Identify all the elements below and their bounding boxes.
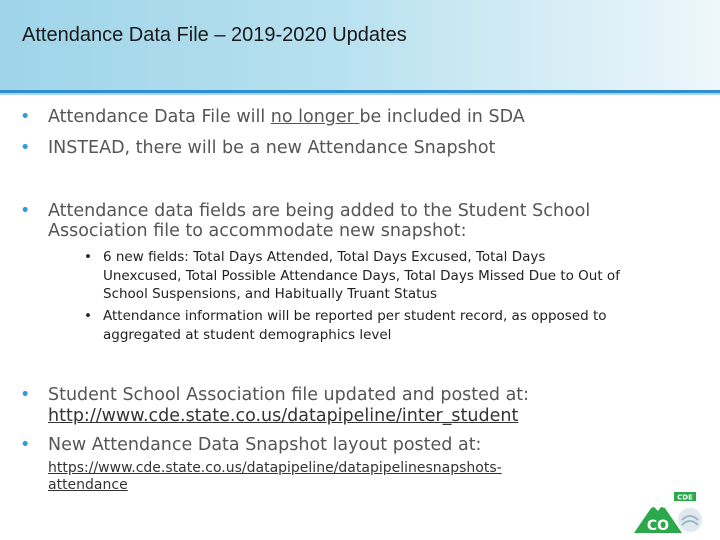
bullet-dot: • bbox=[20, 138, 31, 158]
sub-bullet-line1: Attendance information will be reported per student record, as opposed to bbox=[103, 308, 607, 324]
logo-badge-text: CDE bbox=[677, 493, 693, 502]
bullet-ssa-file bbox=[20, 384, 700, 428]
sub-bullet-new-fields bbox=[84, 248, 704, 304]
bullet-text: INSTEAD, there will be a new Attendance Snapshot bbox=[48, 138, 496, 158]
bullet-text: New Attendance Data Snapshot layout posted at: bbox=[48, 435, 482, 455]
bullet-dot: • bbox=[20, 435, 31, 455]
cde-colorado-logo bbox=[632, 490, 704, 534]
title-banner bbox=[0, 0, 720, 90]
page-title: Attendance Data File – 2019-2020 Updates bbox=[22, 24, 407, 46]
bullet-text-line2: Association file to accommodate new snapshot: bbox=[48, 221, 467, 241]
bullet-text-line1: Attendance data fields are being added to the Student School bbox=[48, 201, 591, 221]
bullet-snapshot-layout bbox=[20, 434, 700, 494]
header-divider-light bbox=[0, 93, 720, 95]
snapshot-link-line1[interactable]: https://www.cde.state.co.us/datapipeline/datapipelinesnapshots- bbox=[48, 460, 502, 476]
inter-student-link[interactable]: http://www.cde.state.co.us/datapipeline/inter_student bbox=[48, 406, 519, 426]
bullet-dot: • bbox=[20, 201, 31, 221]
bullet-dot: • bbox=[20, 385, 31, 405]
sub-bullet-line3: School Suspensions, and Habitually Truant Status bbox=[103, 286, 438, 302]
bullet-sda bbox=[20, 106, 700, 128]
sub-bullet-dot: • bbox=[84, 308, 92, 324]
bullet-text: Student School Association file updated and posted at: bbox=[48, 385, 530, 405]
sub-bullet-line1: 6 new fields: Total Days Attended, Total Days Excused, Total Days bbox=[103, 249, 546, 265]
bullet-text: Attendance Data File will bbox=[48, 107, 271, 127]
sub-bullet-line2: aggregated at student demographics level bbox=[103, 326, 392, 343]
logo-letters: CO bbox=[646, 518, 670, 534]
emphasis-no-longer: no longer bbox=[270, 107, 360, 127]
bullet-instead bbox=[20, 137, 700, 159]
bullet-dot: • bbox=[20, 107, 31, 127]
sub-bullet-per-student bbox=[84, 307, 704, 345]
bullet-text-end: be included in SDA bbox=[359, 107, 525, 127]
sub-bullet-dot: • bbox=[84, 249, 92, 265]
snapshot-link-line2[interactable]: attendance bbox=[48, 477, 128, 493]
sub-bullet-line2: Unexcused, Total Possible Attendance Days, Total Days Missed Due to Out of bbox=[103, 267, 620, 284]
bullet-fields-added bbox=[20, 200, 700, 244]
